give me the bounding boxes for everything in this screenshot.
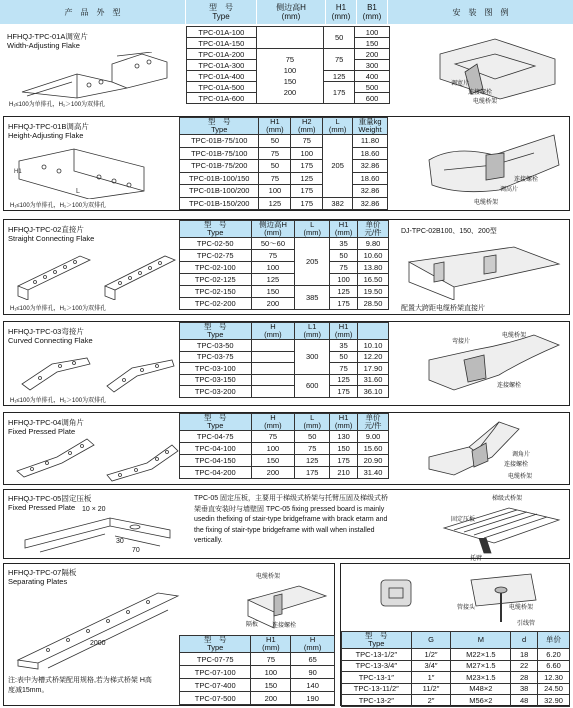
header-side-h: 侧边高H (mm) bbox=[257, 0, 325, 24]
s7-label-c: 连接螺栓 bbox=[272, 623, 297, 629]
cell: 19.50 bbox=[358, 286, 389, 298]
cell: M23×1.5 bbox=[451, 672, 511, 684]
s7-note: 注:表中为槽式桥架配用规格,若为梯式桥架 H高度减15mm。 bbox=[8, 677, 152, 694]
cell: M27×1.5 bbox=[451, 660, 511, 672]
table-row: TPC-04-150 bbox=[180, 455, 252, 467]
s1-b1-1: 150 bbox=[355, 38, 390, 49]
cell: 75 bbox=[259, 172, 291, 185]
s4-col-type: 型 号 Type bbox=[180, 323, 252, 340]
cell: 11.80 bbox=[353, 135, 388, 148]
cell: 125 bbox=[295, 455, 330, 467]
s3-title: HFHQJ-TPC-02直接片 Straight Connecting Flake bbox=[8, 225, 95, 243]
cell: 75 bbox=[251, 431, 295, 443]
s1-side-h-col: 75 100 150 200 bbox=[256, 49, 324, 104]
cell: 130 bbox=[330, 431, 358, 443]
cell: 75 bbox=[330, 363, 358, 375]
s5-label-c: 电缆桥架 bbox=[508, 474, 533, 480]
s3-l2: 385 bbox=[295, 286, 330, 310]
cell: 2″ bbox=[411, 695, 451, 707]
cell: 75 bbox=[295, 443, 330, 455]
table-row: TPC-03-100 bbox=[180, 363, 252, 375]
s4-flake-drawing bbox=[12, 344, 182, 396]
s1-b1-5: 500 bbox=[355, 82, 390, 93]
section-separating-plates bbox=[3, 563, 335, 706]
cell: 16.50 bbox=[358, 274, 389, 286]
s4-label-c: 连接螺栓 bbox=[497, 383, 522, 389]
table-row: TPC-13-1/2″ bbox=[342, 649, 412, 661]
table-row: TPC-01B-75/100 bbox=[180, 135, 259, 148]
table-row: TPC-04-75 bbox=[180, 431, 252, 443]
cell: 125 bbox=[251, 274, 295, 286]
s7-title: HFHQJ-TPC-07隔板 Separating Plates bbox=[8, 568, 77, 586]
s1-type-5: TPC-01A-500 bbox=[187, 82, 257, 93]
cell: 75 bbox=[259, 147, 291, 160]
s5-title: HFHQJ-TPC-04调角片 Fixed Pressed Plate bbox=[8, 418, 84, 436]
cell: 9.00 bbox=[358, 431, 389, 443]
cell: 6.60 bbox=[538, 660, 570, 672]
cell: 75 bbox=[291, 135, 323, 148]
header-row bbox=[0, 0, 573, 24]
s8-col-d: d bbox=[511, 632, 538, 649]
table-row: TPC-07-500 bbox=[180, 692, 251, 705]
s5-col-type: 型 号 Type bbox=[180, 414, 252, 431]
s1-b1-3: 300 bbox=[355, 60, 390, 71]
s7-plate-drawing bbox=[8, 588, 188, 670]
cell: 1/2″ bbox=[411, 649, 451, 661]
table-row: TPC-02-150 bbox=[180, 286, 252, 298]
table-row: TPC-07-75 bbox=[180, 653, 251, 666]
s5-col-h1: H1 (mm) bbox=[330, 414, 358, 431]
s7-col-h1: H1 (mm) bbox=[251, 636, 291, 653]
s1-label-a: 调宽片 bbox=[451, 81, 470, 87]
s2-label-a: 连接螺栓 bbox=[514, 177, 539, 183]
s1-install-drawing bbox=[435, 34, 565, 104]
s1-h bbox=[256, 27, 324, 49]
cell: 50 bbox=[295, 431, 330, 443]
s5-table bbox=[179, 413, 389, 479]
s6-title: HFHQJ-TPC-05固定压板 Fixed Pressed Plate bbox=[8, 494, 92, 512]
table-row: TPC-07-100 bbox=[180, 666, 251, 679]
cell bbox=[251, 340, 295, 352]
cell: 150 bbox=[251, 679, 291, 692]
cell: 150 bbox=[330, 443, 358, 455]
table-row: TPC-02-125 bbox=[180, 274, 252, 286]
s1-type-2: TPC-01A-200 bbox=[187, 49, 257, 60]
section-height-adjusting bbox=[3, 116, 570, 211]
table-row: TPC-02-75 bbox=[180, 250, 252, 262]
s1-flake-drawing bbox=[17, 52, 177, 100]
s3-col-l: L (mm) bbox=[295, 221, 330, 238]
cell: 3/4″ bbox=[411, 660, 451, 672]
table-row: TPC-01B-150/200 bbox=[180, 197, 259, 210]
cell: 200 bbox=[251, 298, 295, 310]
cell: 6.20 bbox=[538, 649, 570, 661]
s1-h1-0: 50 bbox=[324, 27, 355, 49]
cell: 75 bbox=[330, 262, 358, 274]
cell: 28.50 bbox=[358, 298, 389, 310]
cell: 175 bbox=[291, 197, 323, 210]
s4-col-blank bbox=[358, 323, 389, 340]
s3-table bbox=[179, 220, 389, 310]
cell: 100 bbox=[251, 262, 295, 274]
s8-col-price: 单价 bbox=[538, 632, 570, 649]
s3-col-type: 型 号 Type bbox=[180, 221, 252, 238]
table-row: TPC-02-50 bbox=[180, 238, 252, 250]
cell: 12.30 bbox=[538, 672, 570, 684]
table-row: TPC-01B-75/100 bbox=[180, 147, 259, 160]
s3-col-price: 单价 元/件 bbox=[358, 221, 389, 238]
table-row: TPC-13-2″ bbox=[342, 695, 412, 707]
s1-type-3: TPC-01A-300 bbox=[187, 60, 257, 71]
cell: 100 bbox=[259, 185, 291, 198]
cell: 28 bbox=[511, 672, 538, 684]
cell: 18 bbox=[511, 649, 538, 661]
cell: 100 bbox=[330, 274, 358, 286]
header-b1: B1 (mm) bbox=[357, 0, 387, 24]
cell: 32.90 bbox=[538, 695, 570, 707]
cell: 32.86 bbox=[353, 197, 388, 210]
cell bbox=[251, 374, 295, 386]
cell: 100 bbox=[251, 666, 291, 679]
s1-label-b: 连接螺栓 bbox=[468, 90, 493, 96]
svg-text:H1: H1 bbox=[14, 169, 22, 175]
s7-label-b: 隔板 bbox=[246, 622, 259, 628]
cell: 12.20 bbox=[358, 351, 389, 363]
s6-label-b: 固定压板 bbox=[451, 517, 476, 523]
cell: 38 bbox=[511, 683, 538, 695]
table-row: TPC-01B-75/200 bbox=[180, 160, 259, 173]
s3-right-title: DJ-TPC-02B100、150、200型 bbox=[401, 228, 497, 235]
s4-col-h1: H1 (mm) bbox=[330, 323, 358, 340]
s7-dim: 2000 bbox=[90, 640, 106, 647]
s3-note: H₁≤100为单排孔，H₁＞100为双排孔 bbox=[10, 306, 107, 312]
s1-type-0: TPC-01A-100 bbox=[187, 27, 257, 38]
s1-b1-0: 100 bbox=[355, 27, 390, 38]
s2-l-merged: 205 bbox=[323, 135, 353, 198]
cell: 100 bbox=[251, 443, 295, 455]
cell: 36.10 bbox=[358, 386, 389, 398]
s2-label-b: 调高片 bbox=[500, 187, 519, 193]
s5-col-price: 单价 元/件 bbox=[358, 414, 389, 431]
s1-h1-3: 175 bbox=[324, 82, 355, 104]
s7-col-type: 型 号 Type bbox=[180, 636, 251, 653]
table-row: TPC-02-200 bbox=[180, 298, 252, 310]
s2-col-type: 型 号 Type bbox=[180, 118, 259, 135]
s8-table bbox=[341, 631, 570, 707]
s1-type-6: TPC-01A-600 bbox=[187, 93, 257, 104]
header-product: 产 品 外 型 bbox=[0, 0, 185, 24]
s8-install-drawing bbox=[371, 570, 541, 628]
cell: 125 bbox=[259, 197, 291, 210]
s8-label-c: 引线管 bbox=[517, 621, 536, 627]
cell: 50～60 bbox=[251, 238, 295, 250]
s6-dim-b: 70 bbox=[132, 547, 140, 554]
s2-note: H₁≤100为单排孔，H₁＞100为双排孔 bbox=[10, 203, 107, 209]
s2-table bbox=[179, 117, 388, 210]
s4-l1-a: 300 bbox=[295, 340, 330, 375]
cell bbox=[251, 363, 295, 375]
s4-col-l1: L1 (mm) bbox=[295, 323, 330, 340]
table-row: TPC-13-11/2″ bbox=[342, 683, 412, 695]
cell: 150 bbox=[251, 455, 295, 467]
header-type: 型 号 Type bbox=[186, 0, 256, 24]
cell: 15.60 bbox=[358, 443, 389, 455]
s1-note: H₁≤100为单排孔，H₁＞100为双排孔 bbox=[9, 102, 106, 108]
section-width-adjusting bbox=[3, 26, 570, 108]
cell: 200 bbox=[251, 467, 295, 479]
cell: 20.90 bbox=[358, 455, 389, 467]
s4-label-a: 弯接片 bbox=[452, 339, 471, 345]
table-row: TPC-03-200 bbox=[180, 386, 252, 398]
cell: 10.60 bbox=[358, 250, 389, 262]
cell: 18.60 bbox=[353, 172, 388, 185]
table-row: TPC-04-200 bbox=[180, 467, 252, 479]
cell: 22 bbox=[511, 660, 538, 672]
s1-h1-2: 125 bbox=[324, 71, 355, 82]
cell: 175 bbox=[330, 455, 358, 467]
s4-note: H₁≤100为单排孔，H₁＞100为双排孔 bbox=[10, 398, 107, 404]
cell: 31.60 bbox=[358, 374, 389, 386]
s6-label-a: 梯级式桥架 bbox=[492, 496, 523, 502]
cell: 11/2″ bbox=[411, 683, 451, 695]
cell: 32.86 bbox=[353, 160, 388, 173]
s1-type-1: TPC-01A-150 bbox=[187, 38, 257, 49]
cell: 200 bbox=[251, 692, 291, 705]
cell: 175 bbox=[291, 160, 323, 173]
header-h1: H1 (mm) bbox=[326, 0, 356, 24]
s3-install-drawing bbox=[404, 242, 564, 300]
s3-col-side-h: 侧边高H (mm) bbox=[251, 221, 295, 238]
cell: 175 bbox=[330, 298, 358, 310]
s1-label-c: 电缆桥架 bbox=[473, 99, 498, 105]
cell: 210 bbox=[330, 467, 358, 479]
cell: 48 bbox=[511, 695, 538, 707]
s3-right-note: 配置大跨距电缆桥架直接片 bbox=[401, 305, 485, 312]
s1-type-4: TPC-01A-400 bbox=[187, 71, 257, 82]
cell: 90 bbox=[291, 666, 335, 679]
s1-title: HFHQJ-TPC-01A调宽片 Width-Adjusting Flake bbox=[7, 32, 88, 50]
table-row: TPC-07-400 bbox=[180, 679, 251, 692]
cell: 150 bbox=[251, 286, 295, 298]
s6-install-drawing bbox=[439, 498, 567, 556]
cell: 32.86 bbox=[353, 185, 388, 198]
s8-label-a: 管接头 bbox=[457, 605, 476, 611]
table-row: TPC-01B-100/200 bbox=[180, 185, 259, 198]
s1-b1-4: 400 bbox=[355, 71, 390, 82]
cell: 50 bbox=[259, 160, 291, 173]
s8-label-b: 电缆桥架 bbox=[509, 605, 534, 611]
cell: 1″ bbox=[411, 672, 451, 684]
s8-col-type: 型 号 Type bbox=[342, 632, 412, 649]
s2-install-drawing bbox=[424, 125, 564, 205]
s5-col-h: H (mm) bbox=[251, 414, 295, 431]
cell: 100 bbox=[291, 147, 323, 160]
cell: 190 bbox=[291, 692, 335, 705]
table-row: TPC-13-1″ bbox=[342, 672, 412, 684]
table-row: TPC-03-150 bbox=[180, 374, 252, 386]
s7-label-a: 电缆桥架 bbox=[256, 574, 281, 580]
s2-col-l: L (mm) bbox=[323, 118, 353, 135]
section-angle-adjusting bbox=[3, 412, 570, 485]
s5-label-b: 连接螺栓 bbox=[504, 462, 529, 468]
s3-flake-drawing bbox=[10, 246, 180, 300]
cell: 65 bbox=[291, 653, 335, 666]
s4-title: HFHQJ-TPC-03弯接片 Curved Connecting Flake bbox=[8, 327, 93, 345]
s2-col-weight: 重量kg Weight bbox=[353, 118, 388, 135]
cell: 50 bbox=[330, 351, 358, 363]
cell bbox=[251, 351, 295, 363]
cell: 31.40 bbox=[358, 467, 389, 479]
table-row: TPC-01B-100/150 bbox=[180, 172, 259, 185]
cell: 175 bbox=[330, 386, 358, 398]
table-row: TPC-02-100 bbox=[180, 262, 252, 274]
s4-l1-b: 600 bbox=[295, 374, 330, 397]
s3-l1: 205 bbox=[295, 238, 330, 286]
s4-install-drawing bbox=[424, 330, 564, 402]
s2-label-c: 电缆桥架 bbox=[474, 200, 499, 206]
s1-b1-6: 600 bbox=[355, 93, 390, 104]
s5-label-a: 调角片 bbox=[512, 452, 531, 458]
table-row: TPC-03-75 bbox=[180, 351, 252, 363]
cell: 35 bbox=[330, 238, 358, 250]
s7-col-h: H (mm) bbox=[291, 636, 335, 653]
cell bbox=[251, 386, 295, 398]
cell: M48×2 bbox=[451, 683, 511, 695]
cell: M56×2 bbox=[451, 695, 511, 707]
cell: 175 bbox=[291, 185, 323, 198]
section-fixed-pressed-plate bbox=[3, 489, 570, 562]
cell: 35 bbox=[330, 340, 358, 352]
s1-b1-2: 200 bbox=[355, 49, 390, 60]
s1-table bbox=[186, 26, 390, 104]
s6-dim-a: 10 × 20 bbox=[82, 506, 106, 513]
cell: 140 bbox=[291, 679, 335, 692]
s8-col-m: M bbox=[451, 632, 511, 649]
cell: 75 bbox=[251, 250, 295, 262]
cell: 50 bbox=[259, 135, 291, 148]
cell: 175 bbox=[295, 467, 330, 479]
s5-install-drawing bbox=[424, 417, 564, 483]
s2-title: HFHQJ-TPC-01B调高片 Height-Adjusting Flake bbox=[8, 122, 89, 140]
s2-col-h2: H2 (mm) bbox=[291, 118, 323, 135]
cell: 24.50 bbox=[538, 683, 570, 695]
s6-label-c: 托臂 bbox=[470, 556, 483, 562]
s6-dim-c: 30 bbox=[116, 538, 124, 545]
s2-flake-drawing bbox=[14, 141, 174, 199]
cell: 17.90 bbox=[358, 363, 389, 375]
cell: 75 bbox=[251, 653, 291, 666]
s5-flake-drawing bbox=[12, 433, 182, 483]
table-row: TPC-13-3/4″ bbox=[342, 660, 412, 672]
cell: 18.60 bbox=[353, 147, 388, 160]
svg-text:L: L bbox=[76, 188, 80, 195]
table-row: TPC-03-50 bbox=[180, 340, 252, 352]
s2-col-h1: H1 (mm) bbox=[259, 118, 291, 135]
cell: 125 bbox=[330, 286, 358, 298]
s6-description: TPC-05 固定压板，主要用于梯级式桥架与托臂压固及梯级式桥架垂直安装时与墙壁固 TPC-05 fixing pressed board is mainly usedin thefixing of stair-type bridgeframe with brack etarm and the fixing of stair-type bridgeframe with wall when installed vertically. bbox=[194, 495, 389, 544]
table-row: TPC-04-100 bbox=[180, 443, 252, 455]
s4-col-h: H (mm) bbox=[251, 323, 295, 340]
s4-label-b: 电缆桥架 bbox=[502, 333, 527, 339]
cell: 50 bbox=[330, 250, 358, 262]
cell: 13.80 bbox=[358, 262, 389, 274]
section-straight-connecting bbox=[3, 219, 570, 315]
s3-col-h1: H1 (mm) bbox=[330, 221, 358, 238]
section-pipe-joint bbox=[340, 563, 570, 706]
cell: 10.10 bbox=[358, 340, 389, 352]
cell: 125 bbox=[291, 172, 323, 185]
s5-col-l: L (mm) bbox=[295, 414, 330, 431]
s2-l-last: 382 bbox=[323, 197, 353, 210]
s8-col-g: G bbox=[411, 632, 451, 649]
s1-h1-1: 75 bbox=[324, 49, 355, 71]
s4-table bbox=[179, 322, 389, 398]
section-curved-connecting bbox=[3, 321, 570, 406]
cell: M22×1.5 bbox=[451, 649, 511, 661]
cell: 125 bbox=[330, 374, 358, 386]
header-install: 安 装 图 例 bbox=[388, 0, 573, 24]
cell: 9.80 bbox=[358, 238, 389, 250]
s7-table bbox=[179, 635, 335, 705]
